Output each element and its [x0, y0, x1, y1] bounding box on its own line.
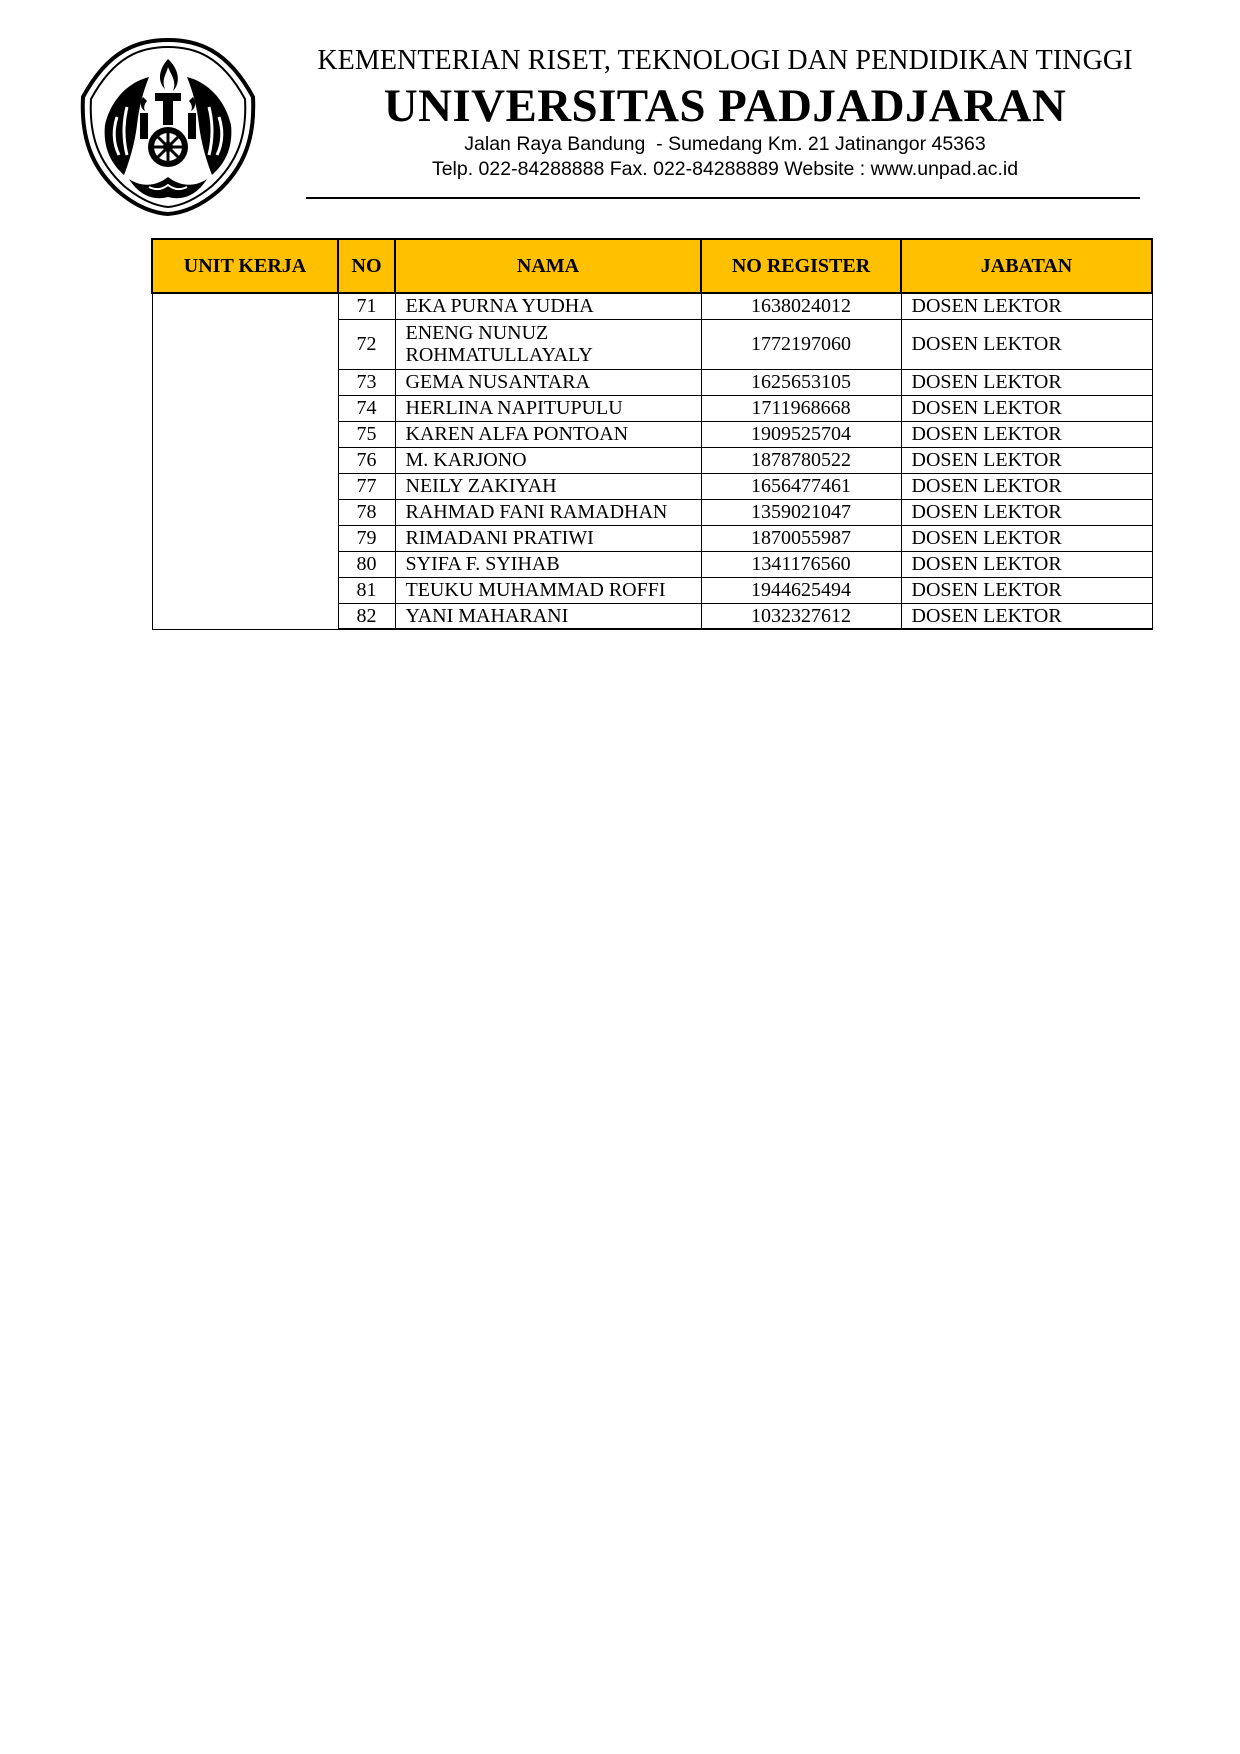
- staff-table: [151, 238, 1153, 630]
- ministry-name: KEMENTERIAN RISET, TEKNOLOGI DAN PENDIDIKAN TINGGI: [317, 45, 1133, 76]
- name-cell: SYIFA F. SYIHAB: [395, 551, 701, 577]
- register-number-cell: 1341176560: [701, 551, 901, 577]
- position-cell: DOSEN LEKTOR: [901, 551, 1152, 577]
- row-number-cell: 72: [338, 319, 395, 369]
- register-number-cell: 1711968668: [701, 395, 901, 421]
- table-header-row: [152, 239, 1152, 293]
- position-cell: DOSEN LEKTOR: [901, 473, 1152, 499]
- name-cell: NEILY ZAKIYAH: [395, 473, 701, 499]
- column-header-unit: UNIT KERJA: [152, 239, 338, 293]
- university-emblem-icon: [79, 37, 257, 217]
- position-cell: DOSEN LEKTOR: [901, 499, 1152, 525]
- position-cell: DOSEN LEKTOR: [901, 577, 1152, 603]
- university-name: UNIVERSITAS PADJADJARAN: [383, 80, 1067, 132]
- name-cell: M. KARJONO: [395, 447, 701, 473]
- letterhead: [292, 44, 1158, 182]
- register-number-cell: 1772197060: [701, 319, 901, 369]
- name-cell: RAHMAD FANI RAMADHAN: [395, 499, 701, 525]
- name-cell: YANI MAHARANI: [395, 603, 701, 629]
- register-number-cell: 1359021047: [701, 499, 901, 525]
- column-header-register: NO REGISTER: [701, 239, 901, 293]
- register-number-cell: 1625653105: [701, 369, 901, 395]
- register-number-cell: 1944625494: [701, 577, 901, 603]
- register-number-cell: 1032327612: [701, 603, 901, 629]
- contact-line: Telp. 022-84288888 Fax. 022-84288889 Website : www.unpad.ac.id: [431, 158, 1019, 180]
- position-cell: DOSEN LEKTOR: [901, 395, 1152, 421]
- position-cell: DOSEN LEKTOR: [901, 447, 1152, 473]
- row-number-cell: 80: [338, 551, 395, 577]
- position-cell: DOSEN LEKTOR: [901, 421, 1152, 447]
- position-cell: DOSEN LEKTOR: [901, 603, 1152, 629]
- row-number-cell: 78: [338, 499, 395, 525]
- row-number-cell: 76: [338, 447, 395, 473]
- position-cell: DOSEN LEKTOR: [901, 525, 1152, 551]
- register-number-cell: 1638024012: [701, 293, 901, 319]
- header-divider: [306, 197, 1140, 199]
- position-cell: DOSEN LEKTOR: [901, 293, 1152, 319]
- name-cell: KAREN ALFA PONTOAN: [395, 421, 701, 447]
- address-line: Jalan Raya Bandung - Sumedang Km. 21 Jatinangor 45363: [464, 133, 986, 155]
- name-cell: TEUKU MUHAMMAD ROFFI: [395, 577, 701, 603]
- name-cell: HERLINA NAPITUPULU: [395, 395, 701, 421]
- column-header-no: NO: [338, 239, 395, 293]
- name-cell: ENENG NUNUZ ROHMATULLAYALY: [395, 319, 701, 369]
- position-cell: DOSEN LEKTOR: [901, 369, 1152, 395]
- row-number-cell: 75: [338, 421, 395, 447]
- row-number-cell: 74: [338, 395, 395, 421]
- register-number-cell: 1656477461: [701, 473, 901, 499]
- column-header-name: NAMA: [395, 239, 701, 293]
- name-cell: EKA PURNA YUDHA: [395, 293, 701, 319]
- row-number-cell: 73: [338, 369, 395, 395]
- column-header-position: JABATAN: [901, 239, 1152, 293]
- name-cell: GEMA NUSANTARA: [395, 369, 701, 395]
- register-number-cell: 1909525704: [701, 421, 901, 447]
- table-body: [152, 293, 1152, 629]
- register-number-cell: 1878780522: [701, 447, 901, 473]
- position-cell: DOSEN LEKTOR: [901, 319, 1152, 369]
- row-number-cell: 77: [338, 473, 395, 499]
- register-number-cell: 1870055987: [701, 525, 901, 551]
- row-number-cell: 79: [338, 525, 395, 551]
- unit-kerja-cell: [152, 293, 338, 629]
- table-row: [152, 293, 1152, 319]
- row-number-cell: 82: [338, 603, 395, 629]
- name-cell: RIMADANI PRATIWI: [395, 525, 701, 551]
- table-header: [152, 239, 1152, 293]
- row-number-cell: 71: [338, 293, 395, 319]
- row-number-cell: 81: [338, 577, 395, 603]
